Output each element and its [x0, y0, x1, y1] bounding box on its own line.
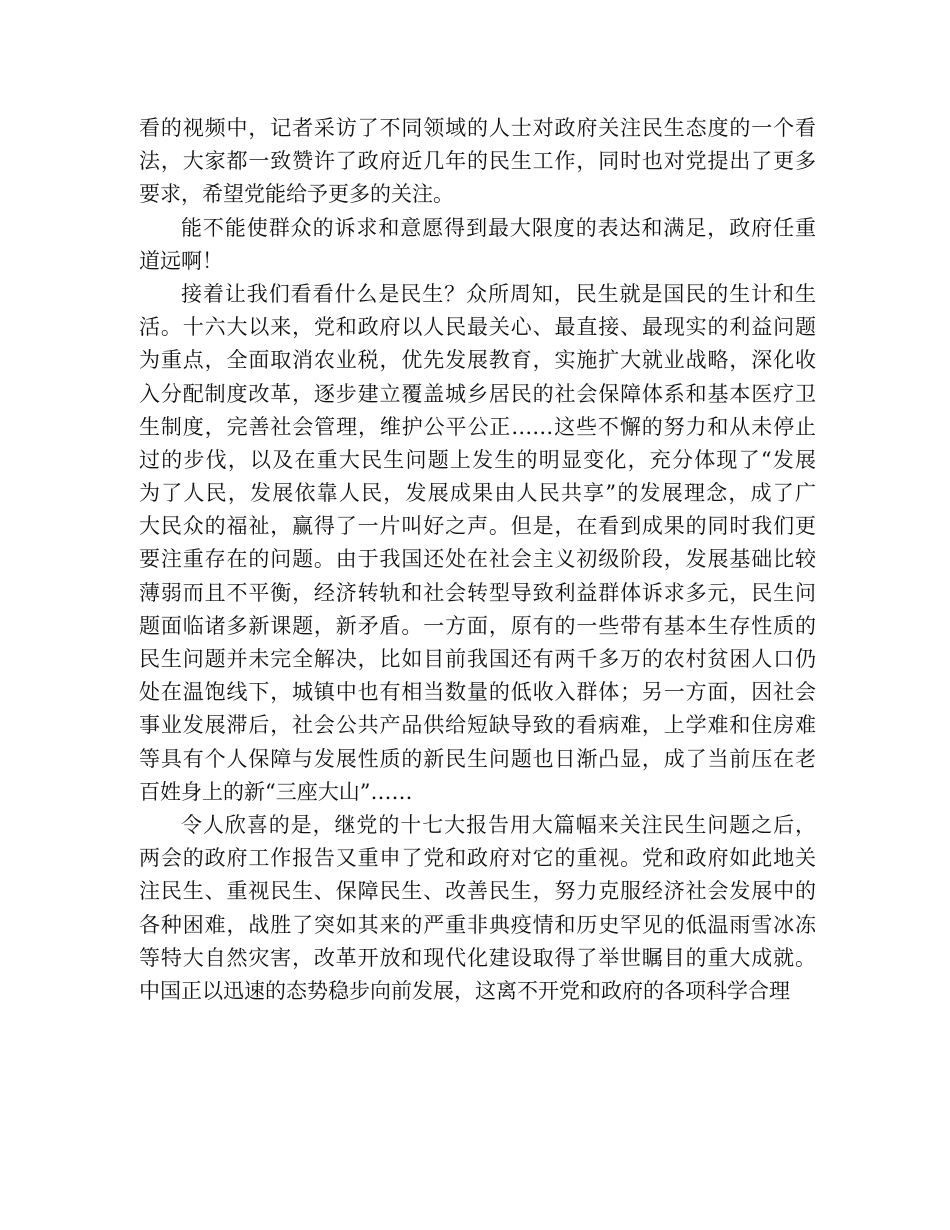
text-line: 入分配制度改革，逐步建立覆盖城乡居民的社会保障体系和基本医疗卫 — [139, 381, 816, 406]
text-line: 要求，希望党能给予更多的关注。 — [139, 182, 454, 207]
text-line: 接着让我们看看什么是民生？众所周知，民生就是国民的生计和生 — [181, 281, 816, 306]
text-line: 中国正以迅速的态势稳步向前发展，这离不开党和政府的各项科学合理 — [139, 978, 790, 1003]
paragraph — [139, 809, 816, 1008]
paragraph — [139, 212, 816, 278]
text-line: 等特大自然灾害，改革开放和现代化建设取得了举世瞩目的重大成就。 — [139, 945, 816, 970]
text-line: 能不能使群众的诉求和意愿得到最大限度的表达和满足，政府任重 — [181, 215, 816, 240]
text-line: 为重点，全面取消农业税，优先发展教育，实施扩大就业战略，深化收 — [139, 348, 816, 373]
text-line: 法，大家都一致赞许了政府近几年的民生工作，同时也对党提出了更多 — [139, 149, 816, 174]
paragraph — [139, 112, 816, 212]
text-line: 生制度，完善社会管理，维护公平公正……这些不懈的努力和从未停止 — [139, 414, 816, 439]
text-line: 等具有个人保障与发展性质的新民生问题也日渐凸显，成了当前压在老 — [139, 746, 816, 771]
text-line: 两会的政府工作报告又重申了党和政府对它的重视。党和政府如此地关 — [139, 846, 816, 871]
text-line: 薄弱而且不平衡，经济转轨和社会转型导致利益群体诉求多元，民生问 — [139, 580, 816, 605]
text-line: 为了人民，发展依靠人民，发展成果由人民共享”的发展理念，成了广 — [139, 481, 816, 506]
text-line: 注民生、重视民生、保障民生、改善民生，努力克服经济社会发展中的 — [139, 879, 816, 904]
text-line: 过的步伐，以及在重大民生问题上发生的明显变化，充分体现了“发展 — [139, 447, 816, 472]
text-line: 题面临诸多新课题，新矛盾。一方面，原有的一些带有基本生存性质的 — [139, 613, 816, 638]
text-line: 事业发展滞后，社会公共产品供给短缺导致的看病难，上学难和住房难 — [139, 713, 816, 738]
text-line: 看的视频中，记者采访了不同领域的人士对政府关注民生态度的一个看 — [139, 116, 816, 140]
document-body — [139, 112, 816, 1008]
text-line: 各种困难，战胜了突如其来的严重非典疫情和历史罕见的低温雨雪冰冻 — [139, 912, 816, 937]
text-line: 大民众的福祉，赢得了一片叫好之声。但是，在看到成果的同时我们更 — [139, 514, 816, 539]
text-line: 民生问题并未完全解决，比如目前我国还有两千多万的农村贫困人口仍 — [139, 647, 816, 671]
paragraph — [139, 278, 816, 809]
text-line: 百姓身上的新“三座大山”…… — [139, 779, 413, 804]
text-line: 要注重存在的问题。由于我国还处在社会主义初级阶段，发展基础比较 — [139, 547, 816, 572]
text-line: 令人欣喜的是，继党的十七大报告用大篇幅来关注民生问题之后， — [181, 812, 816, 837]
text-line: 活。十六大以来，党和政府以人民最关心、最直接、最现实的利益问题 — [139, 315, 816, 340]
text-line: 道远啊！ — [139, 248, 223, 273]
text-line: 处在温饱线下，城镇中也有相当数量的低收入群体；另一方面，因社会 — [139, 680, 816, 705]
